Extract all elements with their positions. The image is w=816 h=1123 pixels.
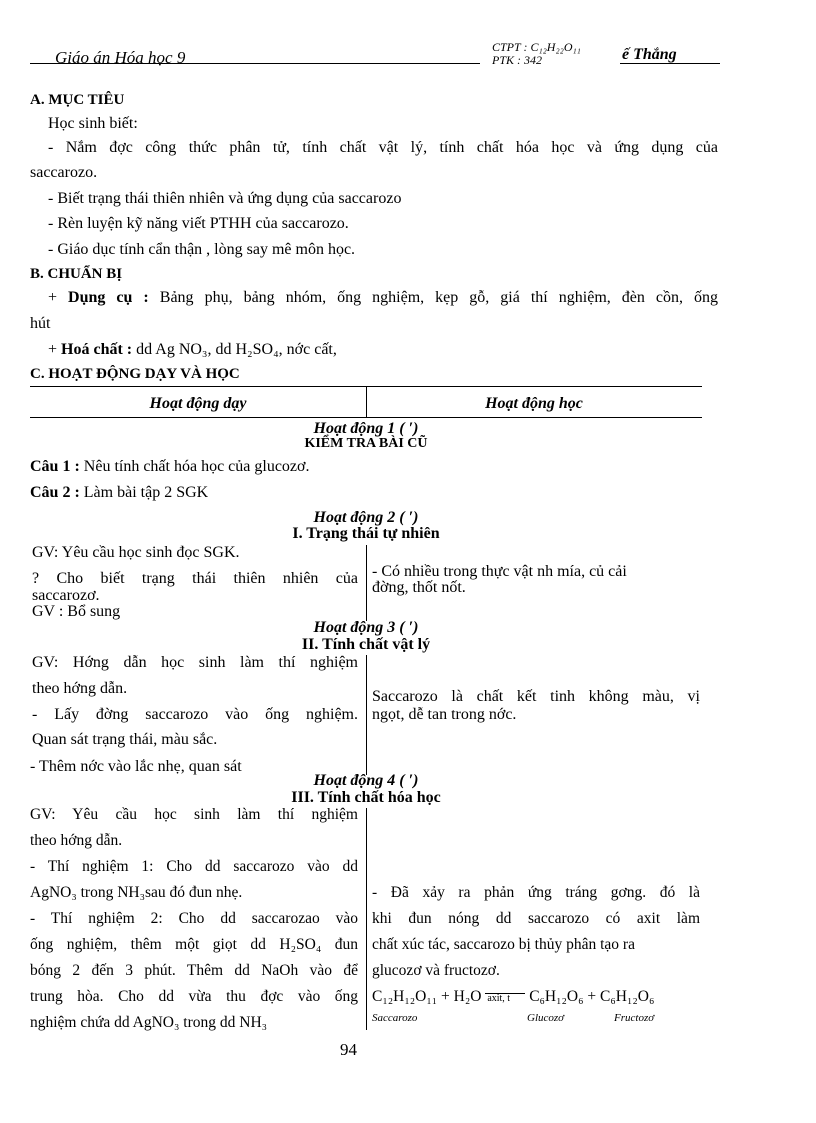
act3-teach-1-cont: theo hớng dẫn. [32, 680, 128, 697]
activity-4-divider [366, 808, 367, 1030]
act3-teach-2: - Lấy đờng saccarozo vào ống nghiệm. [32, 706, 358, 723]
header-rule [30, 63, 480, 64]
act4-teach-1: GV: Yêu cầu học sinh làm thí nghiệm [30, 806, 358, 823]
question-2-text: Làm bài tập 2 SGK [83, 484, 209, 501]
section-b-heading: B. CHUẨN BỊ [30, 266, 123, 282]
equation-reactants: C₁₂H₁₂O₁₁ + H₂O [372, 988, 482, 1005]
act4-teach-3-line3: bóng 2 đến 3 phút. Thêm dd NaOh vào để [30, 962, 358, 979]
act3-teach-3: - Thêm nớc vào lắc nhẹ, quan sát [30, 758, 242, 775]
question-1 [30, 458, 310, 476]
activity-3-subtitle: II. Tính chất vật lý [301, 636, 431, 653]
act4-learn-1-line3: chất xúc tác, saccarozo bị thủy phân tạo ra [372, 936, 635, 953]
act4-teach-2-cont: AgNO₃ trong NH₃sau đó đun nhẹ. [30, 884, 243, 901]
tools-text: Bảng phụ, bảng nhóm, ống nghiệm, kẹp gỗ, giá thí nghiệm, đèn cồn, ống [159, 289, 719, 306]
tools-label: Dụng cụ : [68, 289, 149, 306]
label-glucozo: Glucozơ [527, 1012, 565, 1024]
activity-2-divider [366, 545, 367, 621]
molecular-formula [492, 41, 581, 67]
column-header-teaching: Hoạt động dạy [149, 395, 247, 412]
activity-3-title: Hoạt động 3 ( ′) [313, 619, 419, 636]
objective-4: - Giáo dục tính cẩn thận , lòng say mê môn học. [48, 241, 356, 258]
act3-learn-1-cont: ngọt, dễ tan trong nớc. [372, 706, 517, 723]
arrow-condition: axit, t [487, 993, 511, 1005]
question-2-label: Câu 2 : [30, 484, 80, 501]
objective-2: - Biết trạng thái thiên nhiên và ứng dụng của saccarozo [48, 190, 402, 207]
act4-learn-1-line2: khi đun nóng dd saccarozo có axit làm [372, 910, 700, 927]
act4-teach-1-cont: theo hớng dẫn. [30, 832, 123, 849]
column-header-learning: Hoạt động học [485, 395, 583, 412]
act4-teach-3-line4: trung hòa. Cho dd vừa thu đợc vào ống [30, 988, 358, 1005]
tools-line: + Dụng cụ : Bảng phụ, bảng nhóm, ống nghiệm, kẹp gỗ, giá thí nghiệm, đèn cồn, ống [48, 289, 719, 306]
activity-1-title: Hoạt động 1 ( ′) [313, 420, 419, 437]
act2-teach-1: GV: Yêu cầu học sinh đọc SGK. [32, 544, 240, 561]
activity-2-subtitle: I. Trạng thái tự nhiên [292, 525, 440, 542]
label-saccarozo: Saccarozo [372, 1012, 418, 1024]
objective-3: - Rèn luyện kỹ năng viết PTHH của saccarozo. [48, 215, 349, 232]
objective-1-cont: saccarozo. [30, 164, 98, 181]
act2-teach-2: ? Cho biết trạng thái thiên nhiên của [32, 570, 358, 587]
hydrolysis-equation [372, 984, 654, 1010]
question-1-label: Câu 1 : [30, 458, 80, 475]
act3-learn-1: Saccarozo là chất kết tinh không màu, vị [372, 688, 700, 705]
reaction-arrow [485, 989, 525, 1005]
act4-teach-3: - Thí nghiệm 2: Cho dd saccarozao vào [30, 910, 358, 927]
act2-learn-1-cont: đờng, thốt nốt. [372, 579, 466, 596]
chemicals-line: + Hoá chất : dd Ag NO₃, dd H₂SO₄, nớc cất, [48, 341, 337, 358]
chemicals-label: Hoá chất : [61, 341, 133, 358]
act4-teach-3-line2: ống nghiệm, thêm một giọt dd H₂SO₄ đun [30, 936, 358, 953]
activity-4-subtitle: III. Tính chất hóa học [291, 789, 441, 806]
equation-products: C₆H₁₂O₆ + C₆H₁₂O₆ [529, 988, 655, 1005]
activity-2-title: Hoạt động 2 ( ′) [313, 509, 419, 526]
activity-4-title: Hoạt động 4 ( ′) [313, 772, 419, 789]
activity-1-subtitle: KIỂM TRA BÀI CŨ [304, 436, 428, 451]
ctpt-label: CTPT : C₁₂H₂₂O₁₁ [492, 40, 581, 54]
ptk-label: PTK : 342 [492, 53, 543, 67]
act4-teach-2: - Thí nghiệm 1: Cho dd saccarozo vào dd [30, 858, 358, 875]
act3-teach-2-cont: Quan sát trạng thái, màu sắc. [32, 731, 218, 748]
document-header-title: Giáo án Hóa học 9 [55, 48, 186, 67]
page-number: 94 [340, 1040, 357, 1059]
tools-cont: hút [30, 315, 51, 332]
section-a-intro: Học sinh biết: [48, 115, 138, 132]
section-a-heading: A. MỤC TIÊU [30, 92, 125, 108]
header-rule-right [620, 63, 720, 64]
act4-teach-3-line5: nghiệm chứa dd AgNO₃ trong dd NH₃ [30, 1014, 268, 1031]
act4-learn-1: - Đã xảy ra phản ứng tráng gơng. đó là [372, 884, 700, 901]
chemicals-text: dd Ag NO₃, dd H₂SO₄, nớc cất, [136, 341, 337, 358]
objective-1: - Nắm đợc công thức phân tử, tính chất vật lý, tính chất hóa học và ứng dụng của [48, 139, 718, 156]
act4-learn-1-line4: glucozơ và fructozơ. [372, 962, 500, 979]
activity-3-divider [366, 655, 367, 775]
act3-teach-1: GV: Hớng dẫn học sinh làm thí nghiệm [32, 654, 358, 671]
section-c-heading: C. HOẠT ĐỘNG DẠY VÀ HỌC [30, 366, 240, 382]
act2-learn-1: - Có nhiều trong thực vật nh mía, củ cải [372, 563, 627, 580]
label-fructozo: Fructozơ [614, 1012, 655, 1024]
question-2 [30, 484, 208, 502]
author-name: ế Thắng [622, 46, 677, 63]
question-1-text: Nêu tính chất hóa học của glucozơ. [83, 458, 310, 475]
act2-teach-2-cont: saccarozơ. [32, 587, 100, 604]
act2-teach-3: GV : Bổ sung [32, 603, 121, 620]
